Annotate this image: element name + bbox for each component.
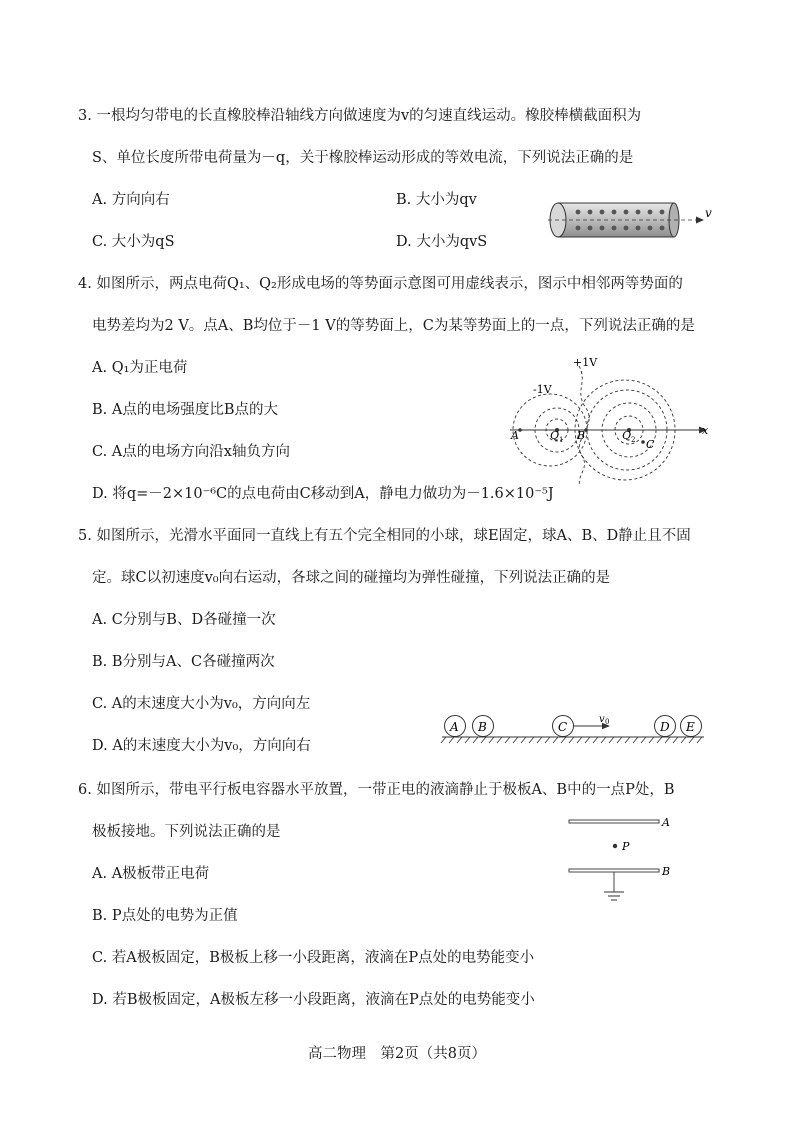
q5-ball-b-label: B <box>478 720 487 734</box>
q5-option-b: B. B分别与A、C各碰撞两次 <box>92 654 275 670</box>
q3-option-b: B. 大小为qv <box>396 192 477 208</box>
q4-option-b: B. A点的电场强度比B点的大 <box>92 402 278 418</box>
q5-option-d: D. A的末速度大小为v₀，方向向右 <box>92 738 311 754</box>
page-footer: 高二物理 第2页（共8页） <box>308 1046 486 1062</box>
q4-point-a-label: A <box>511 429 519 442</box>
q3-velocity-label: v <box>705 206 712 220</box>
q6-point-p-label: P <box>622 840 630 853</box>
q4-plus1v-label: +1V <box>573 356 598 369</box>
q6-stem-line1: 6. 如图所示，带电平行板电容器水平放置，一带正电的液滴静止于极板A、B中的一点P处，B <box>78 782 675 798</box>
q3-option-a: A. 方向向右 <box>92 192 170 208</box>
q4-option-c: C. A点的电场方向沿x轴负方向 <box>92 444 290 460</box>
q5-balls-figure <box>440 708 710 750</box>
q4-q2-label: Q <box>622 429 632 442</box>
q6-capacitor-figure <box>564 812 684 908</box>
q5-option-c: C. A的末速度大小为v₀，方向向左 <box>92 696 311 712</box>
q4-x-axis-label: x <box>702 424 709 437</box>
q5-ball-d-label: D <box>660 720 670 734</box>
q6-option-a: A. A极板带正电荷 <box>92 866 210 882</box>
q5-ground-hatch <box>441 737 702 743</box>
q4-q1-label: Q <box>550 429 560 442</box>
q4-point-b-label: B <box>577 429 586 442</box>
q6-plate-b-label: B <box>662 865 671 878</box>
q3-option-d: D. 大小为qvS <box>396 234 488 250</box>
q4-equipotential-figure <box>506 352 716 487</box>
q6-option-b: B. P点处的电势为正值 <box>92 908 238 924</box>
q6-option-d: D. 若B极板固定，A极板左移一小段距离，液滴在P点处的电势能变小 <box>92 992 535 1008</box>
q6-plate-a-label: A <box>662 816 670 829</box>
q4-point-c-label: C <box>646 438 655 451</box>
q5-stem-line2: 定。球C以初速度v₀向右运动，各球之间的碰撞均为弹性碰撞，下列说法正确的是 <box>92 570 611 586</box>
q4-stem-line2: 电势差均为2 V。点A、B均位于－1 V的等势面上，C为某等势面上的一点，下列说法正确的是 <box>92 318 695 334</box>
q5-option-a: A. C分别与B、D各碰撞一次 <box>92 612 276 628</box>
q5-v0-subscript: 0 <box>605 718 610 726</box>
q4-stem-line1: 4. 如图所示，两点电荷Q₁、Q₂形成电场的等势面示意图可用虚线表示，图示中相邻两等势面的 <box>78 276 683 292</box>
q4-q2-subscript: 2 <box>631 436 636 444</box>
q5-ball-a-label: A <box>450 720 459 734</box>
q3-rubber-rod-figure <box>548 200 718 242</box>
q6-option-c: C. 若A极板固定，B极板上移一小段距离，液滴在P点处的电势能变小 <box>92 950 535 966</box>
q4-minus1v-label: -1V <box>533 383 552 396</box>
q3-stem-line2: S、单位长度所带电荷量为－q，关于橡胶棒运动形成的等效电流，下列说法正确的是 <box>92 150 634 166</box>
q5-stem-line1: 5. 如图所示，光滑水平面同一直线上有五个完全相同的小球，球E固定，球A、B、D静止且不固 <box>78 528 691 544</box>
q6-stem-line2: 极板接地。下列说法正确的是 <box>92 824 281 840</box>
q4-option-d: D. 将q=－2×10⁻⁶C的点电荷由C移动到A，静电力做功为－1.6×10⁻⁵J <box>92 486 554 502</box>
q5-ball-e-label: E <box>686 720 695 734</box>
q4-q1-subscript: 1 <box>559 436 564 444</box>
q5-ball-c-label: C <box>558 720 568 734</box>
q3-stem-line1: 3. 一根均匀带电的长直橡胶棒沿轴线方向做速度为v的匀速直线运动。橡胶棒横截面积为 <box>78 108 642 124</box>
q4-option-a: A. Q₁为正电荷 <box>92 360 188 376</box>
q3-option-c: C. 大小为qS <box>92 234 175 250</box>
q5-v0-label: v <box>599 714 605 725</box>
